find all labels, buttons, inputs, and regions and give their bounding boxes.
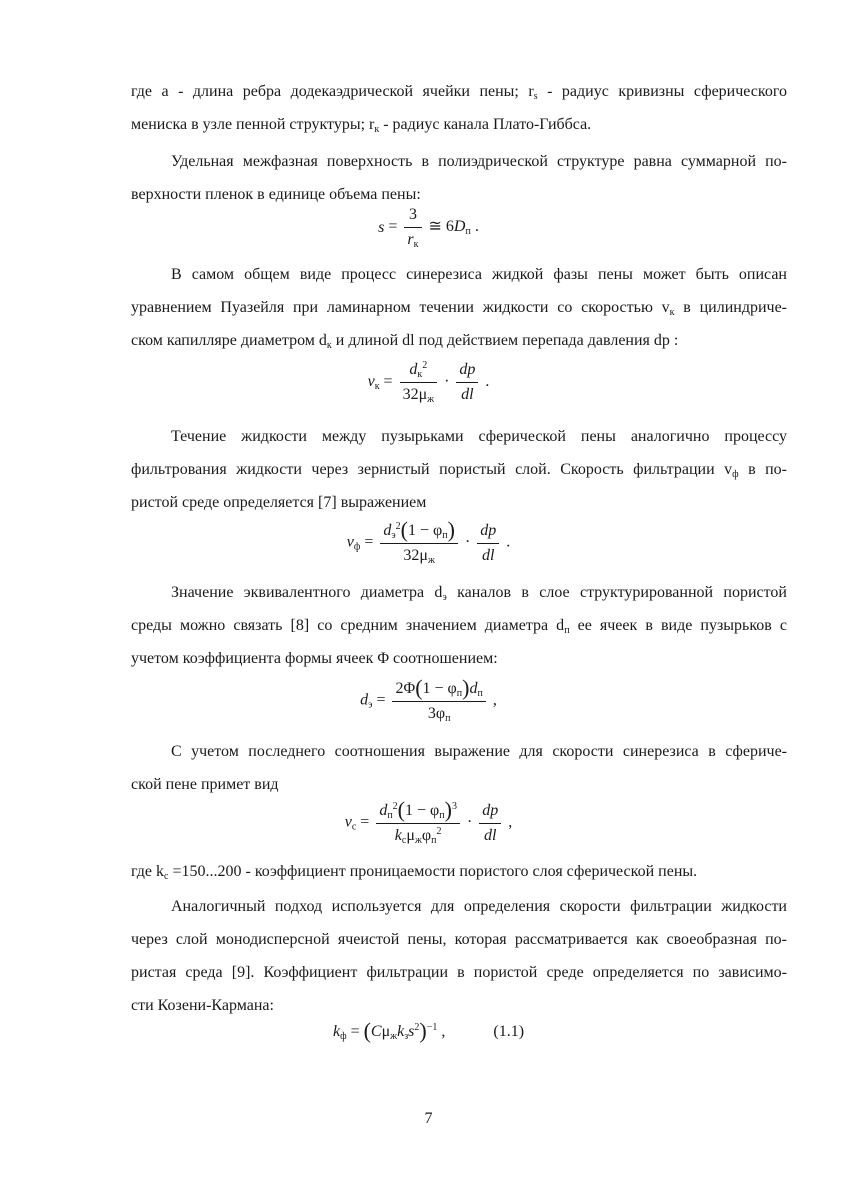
formula-2: $v_к$ = $\frac{d_к^2}{32\mu_ж}$ · $\frac{dp}{dl}$ . xyxy=(367,360,490,405)
formula-1: s = $\frac{3}{r_к}$ ≅ $6D_п$ . xyxy=(378,206,479,250)
formula-5: $v_с$ = $\frac{d_п^2(1 - \varphi_п)^3}{k_с\mu_ж\varphi_п^2}$ · $\frac{dp}{dl}$ , xyxy=(344,797,513,846)
paragraph-7 xyxy=(131,855,787,888)
paragraph-4 xyxy=(131,420,787,519)
equation-number: (1.1) xyxy=(493,1023,525,1040)
formula-6: $k_ф = (C\mu_жk_зs^2)^{-1}$ , (1.1) xyxy=(332,1018,525,1043)
text-line: где $k_с =150...200$ - коэффициент проницаемости пористого слоя сферической пены. xyxy=(131,863,698,882)
text-line: фильтрования жидкости через зернистый пористый слой. Скорость фильтрации $v_ф$ в по- xyxy=(131,461,788,480)
text-line: верхности пленок в единице объема пены: xyxy=(131,186,421,203)
page-number: 7 xyxy=(424,1110,433,1127)
formula-3: $v_ф$ = $\frac{d_э^2(1 - \varphi_п)}{32\mu_ж}$ · $\frac{dp}{dl}$ . xyxy=(346,517,511,566)
formula-4: $d_э$ = $\frac{2\Phi(1 - \varphi_п)d_п}{3\varphi_п}$ , xyxy=(360,675,497,724)
paragraph-1 xyxy=(131,75,787,141)
paragraph-5 xyxy=(131,576,787,675)
text-line: ристой среде определяется [7] выражением xyxy=(131,494,427,511)
text-line: через слой монодисперсной ячеистой пены, которая рассматривается как своеобразная по- xyxy=(131,931,787,948)
text-line: уравнением Пуазейля при ламинарном течении жидкости со скоростью $v_к$ в цилиндриче- xyxy=(131,299,787,318)
text-line: Течение жидкости между пузырьками сферической пены аналогично процессу xyxy=(171,428,787,445)
text-line: ском капилляре диаметром $d_к$ и длиной dl под действием перепада давления dp : xyxy=(131,332,679,351)
text-line: В самом общем виде процесс синерезиса жидкой фазы пены может быть описан xyxy=(171,266,787,283)
paragraph-2 xyxy=(131,145,787,211)
text-line: мениска в узле пенной структуры; $r_к$ - радиус канала Плато-Гиббса. xyxy=(131,116,592,135)
text-line: среды можно связать [8] со средним значением диаметра $d_п$ ее ячеек в виде пузырьков с xyxy=(131,617,788,636)
paragraph-3 xyxy=(131,258,787,357)
text-line: сти Козени-Кармана: xyxy=(131,997,274,1014)
text-line: Удельная межфазная поверхность в полиэдрической структуре равна суммарной по- xyxy=(171,153,787,170)
text-line: ристая среда [9]. Коэффициент фильтрации в пористой среде определяется по зависимо- xyxy=(131,964,787,981)
text-line: где a - длина ребра додекаэдрической ячейки пены; $r_s$ - радиус кривизны сферического xyxy=(131,83,787,102)
paragraph-8 xyxy=(131,890,787,1022)
text-line: С учетом последнего соотношения выражение для скорости синерезиса в сфериче- xyxy=(171,743,787,760)
text-line: Аналогичный подход используется для определения скорости фильтрации жидкости xyxy=(171,898,787,915)
text-line: учетом коэффициента формы ячеек Φ соотношением: xyxy=(131,650,498,667)
paragraph-6 xyxy=(131,735,787,801)
text-line: Значение эквивалентного диаметра $d_э$ каналов в слое структурированной пористой xyxy=(171,584,787,603)
text-line: ской пене примет вид xyxy=(131,776,279,793)
